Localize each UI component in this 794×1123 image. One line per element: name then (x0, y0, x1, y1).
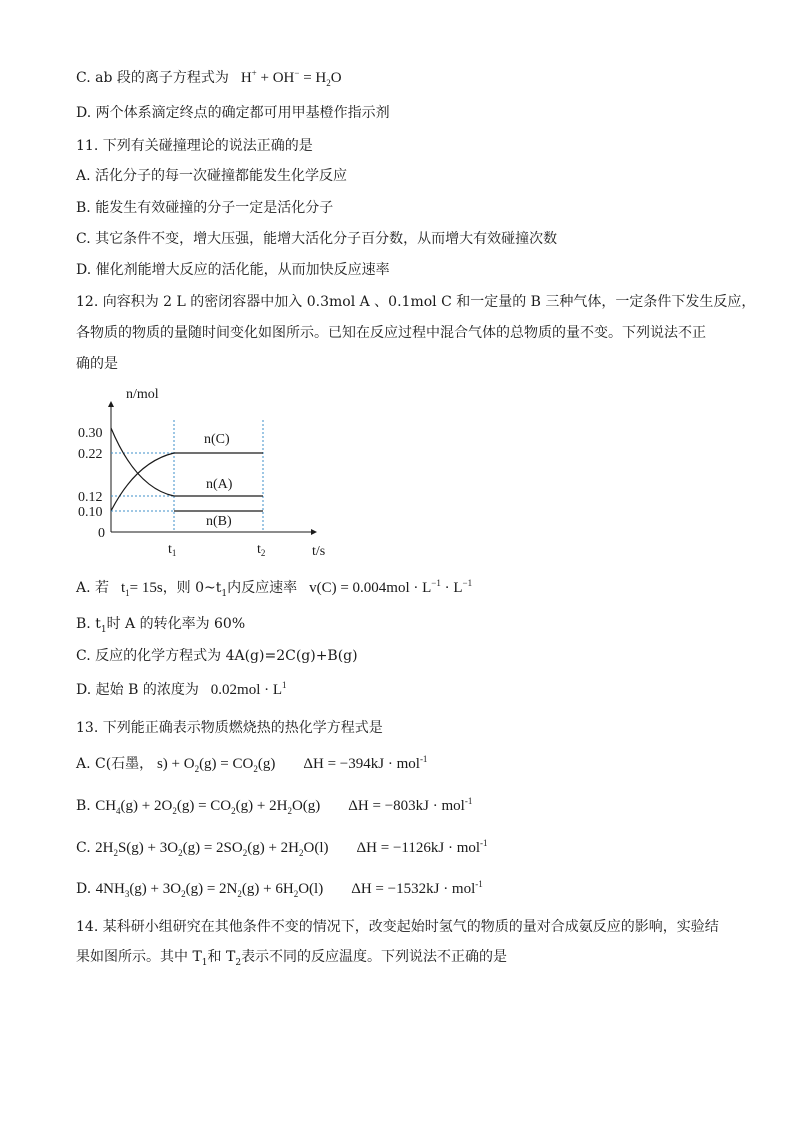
question-13-option-d: D. $4NH_3(g) + 3O_2(g) = 2N_2(g) + 6H_2O(l) \Delta H = -1532kJ \cdot mol^{-1}$ (76, 879, 483, 899)
mole-time-graph (76, 380, 376, 562)
series-c-curve (111, 453, 263, 511)
y-axis-label: n/mol (126, 387, 159, 402)
series-b-label: n(B) (206, 514, 232, 529)
y-tick-0: 0 (98, 526, 105, 541)
question-12-option-c: C. 反应的化学方程式为 4A(g)=2C(g)+B(g) (76, 648, 358, 664)
question-13-stem: 13. 下列能正确表示物质燃烧热的热化学方程式是 (76, 720, 383, 736)
question-12-option-b: B. $t_1$时 A 的转化率为 60% (76, 616, 246, 635)
question-13-option-a: A. C(石墨， $s) + O_2(g) = CO_2(g) \Delta H = -394kJ \cdot mol^{-1}$ (76, 754, 428, 774)
question-11-stem: 11. 下列有关碰撞理论的说法正确的是 (76, 138, 313, 154)
x-tick-t1: $t_1$ (168, 542, 177, 558)
ion-equation: $H^+ + OH^- = H_2O$ (233, 68, 342, 88)
series-a-curve (111, 428, 263, 496)
question-14-stem-2: 果如图所示。其中 $T_1$和 $T_2$表示不同的反应温度。下列说法不正确的是 (76, 949, 508, 968)
question-11-option-a: A. 活化分子的每一次碰撞都能发生化学反应 (76, 168, 348, 184)
question-11-option-d: D. 催化剂能增大反应的活化能，从而加快反应速率 (76, 262, 390, 278)
option-c-line: C. ab 段的离子方程式为 $H^+ + OH^- = H_2O$ (76, 68, 342, 88)
x-tick-t2: $t_2$ (257, 542, 266, 558)
question-13-option-c: C. $2H_2S(g) + 3O_2(g) = 2SO_2(g) + 2H_2O(l) \Delta H = -1126kJ \cdot mol^{-1}$ (76, 838, 488, 858)
series-c-label: n(C) (204, 432, 230, 447)
question-14-stem-1: 14. 某科研小组研究在其他条件不变的情况下，改变起始时氢气的物质的量对合成氨反应的影响，实验结 (76, 919, 719, 935)
y-tick-012: 0.12 (78, 490, 103, 505)
question-12-option-a: A. 若 $t_1= 15s$，则 $0\sim t_1$内反应速率 $v(C) = 0.004mol \cdot L^{-1} \cdot L^{-1}$ (76, 578, 473, 599)
question-12-stem-2: 各物质的物质的量随时间变化如图所示。已知在反应过程中混合气体的总物质的量不变。下列说法不正 (76, 325, 706, 341)
question-13-option-b: B. $CH_4(g) + 2O_2(g) = CO_2(g) + 2H_2O(g) \Delta H = -803kJ \cdot mol^{-1}$ (76, 796, 473, 816)
option-d-line: D. 两个体系滴定终点的确定都可用甲基橙作指示剂 (76, 105, 390, 121)
y-tick-030: 0.30 (78, 426, 103, 441)
question-11-option-b: B. 能发生有效碰撞的分子一定是活化分子 (76, 200, 334, 216)
question-11-option-c: C. 其它条件不变，增大压强，能增大活化分子百分数，从而增大有效碰撞次数 (76, 231, 558, 247)
y-tick-010: 0.10 (78, 505, 103, 520)
question-12-stem-1: 12. 向容积为 2 L 的密闭容器中加入 0.3mol A 、0.1mol C 和一定量的 B 三种气体，一定条件下发生反应， (76, 294, 756, 310)
y-tick-022: 0.22 (78, 447, 103, 462)
series-a-label: n(A) (206, 477, 233, 492)
question-12-stem-3: 确的是 (76, 356, 118, 372)
x-axis-label: t/s (312, 544, 326, 559)
question-12-option-d: D. 起始 B 的浓度为 $0.02mol \cdot L^1$ (76, 680, 287, 698)
